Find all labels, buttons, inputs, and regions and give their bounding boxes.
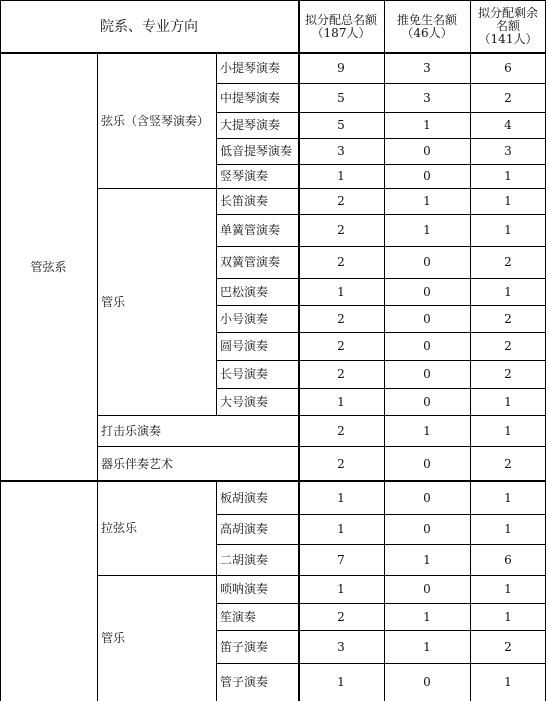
- major-cell: 圆号演奏: [220, 339, 269, 353]
- total-cell: 3: [337, 144, 345, 158]
- row-border: [216, 164, 546, 165]
- column-border: [384, 0, 385, 701]
- group-cell: 拉弦乐: [101, 521, 138, 535]
- header-exempt-line-1: 推免生名额: [396, 12, 457, 27]
- exempt-cell: 1: [423, 552, 431, 567]
- row-border: [0, 0, 546, 1]
- remain-cell: 2: [504, 639, 512, 654]
- total-cell: 2: [337, 367, 345, 381]
- header-exempt: [384, 0, 470, 53]
- remain-cell: 1: [504, 423, 512, 438]
- total-cell: 2: [337, 223, 345, 237]
- major-cell: 大提琴演奏: [220, 118, 281, 132]
- remain-cell: 1: [504, 582, 512, 596]
- row-border: [0, 480, 546, 482]
- exempt-cell: 1: [423, 423, 431, 438]
- remain-cell: 1: [504, 522, 512, 536]
- row-border: [216, 246, 546, 247]
- row-border: [216, 663, 546, 664]
- remain-cell: 1: [504, 490, 512, 505]
- column-border: [97, 53, 98, 701]
- header-remain-line-2: 名额: [495, 19, 520, 33]
- row-border: [97, 446, 546, 447]
- group-cell: 管乐: [101, 294, 126, 309]
- remain-cell: 1: [504, 675, 512, 689]
- major-cell: 长号演奏: [220, 367, 269, 381]
- total-cell: 2: [337, 311, 345, 326]
- row-border: [97, 188, 546, 189]
- exempt-cell: 0: [423, 367, 431, 381]
- major-cell: 板胡演奏: [220, 490, 269, 505]
- major-cell: 双簧管演奏: [220, 255, 281, 269]
- major-cell: 大号演奏: [220, 394, 269, 409]
- total-cell: 9: [337, 61, 345, 75]
- row-border: [216, 360, 546, 361]
- total-cell: 1: [337, 394, 345, 409]
- header-dept: 院系、专业方向: [100, 18, 198, 35]
- exempt-cell: 1: [423, 609, 431, 624]
- major-cell: 笛子演奏: [220, 639, 269, 654]
- major-cell: 笙演奏: [220, 609, 257, 624]
- remain-cell: 4: [504, 118, 512, 132]
- group-cell: 管乐: [101, 631, 126, 645]
- remain-cell: 1: [504, 194, 512, 208]
- exempt-cell: 0: [423, 339, 431, 353]
- row-border: [216, 544, 546, 545]
- column-border: [216, 53, 217, 415]
- header-remain-line-1: 拟分配剩余: [477, 6, 538, 20]
- major-cell: 低音提琴演奏: [220, 144, 293, 158]
- remain-cell: 1: [504, 394, 512, 409]
- exempt-cell: 0: [423, 394, 431, 409]
- remain-cell: 1: [504, 169, 512, 183]
- exempt-cell: 0: [423, 284, 431, 299]
- department-cell: 管弦系: [30, 260, 67, 274]
- row-border: [97, 415, 546, 416]
- exempt-cell: 1: [423, 639, 431, 654]
- header-total-line-1: 拟分配总名额: [304, 12, 377, 27]
- major-cell: 二胡演奏: [220, 552, 269, 567]
- remain-cell: 6: [504, 61, 512, 75]
- exempt-cell: 0: [423, 311, 431, 326]
- total-cell: 1: [337, 522, 345, 536]
- remain-cell: 2: [504, 456, 512, 471]
- group-cell: 器乐伴奏艺术: [101, 456, 174, 471]
- row-border: [0, 52, 546, 54]
- total-cell: 2: [337, 423, 345, 438]
- row-border: [216, 214, 546, 215]
- exempt-cell: 3: [423, 90, 431, 105]
- header-remain-line-3: （141人）: [478, 32, 538, 46]
- remain-cell: 2: [504, 255, 512, 269]
- major-cell: 中提琴演奏: [220, 90, 281, 105]
- total-cell: 2: [337, 456, 345, 471]
- remain-cell: 2: [504, 339, 512, 353]
- header-remain: [470, 0, 546, 53]
- total-cell: 1: [337, 169, 345, 183]
- major-cell: 单簧管演奏: [220, 223, 281, 237]
- exempt-cell: 0: [423, 169, 431, 183]
- total-cell: 1: [337, 284, 345, 299]
- exempt-cell: 1: [423, 194, 431, 208]
- row-border: [216, 278, 546, 279]
- major-cell: 长笛演奏: [220, 194, 269, 208]
- remain-cell: 2: [504, 90, 512, 105]
- remain-cell: 2: [504, 367, 512, 381]
- row-border: [216, 112, 546, 113]
- exempt-cell: 1: [423, 223, 431, 237]
- department-cell: [0, 481, 97, 701]
- remain-cell: 1: [504, 223, 512, 237]
- row-border: [216, 83, 546, 84]
- total-cell: 7: [337, 552, 345, 567]
- header-exempt-line-2: （46人）: [401, 25, 453, 40]
- total-cell: 1: [337, 675, 345, 689]
- exempt-cell: 0: [423, 675, 431, 689]
- exempt-cell: 0: [423, 522, 431, 536]
- exempt-cell: 1: [423, 118, 431, 132]
- total-cell: 1: [337, 490, 345, 505]
- remain-cell: 6: [504, 552, 512, 567]
- header-total: [298, 0, 384, 53]
- total-cell: 2: [337, 609, 345, 624]
- exempt-cell: 0: [423, 255, 431, 269]
- exempt-cell: 0: [423, 144, 431, 158]
- total-cell: 5: [337, 118, 345, 132]
- major-cell: 管子演奏: [220, 675, 269, 689]
- row-border: [216, 305, 546, 306]
- major-cell: 小提琴演奏: [220, 61, 281, 75]
- major-cell: 竖琴演奏: [220, 169, 269, 183]
- header-total-line-2: （187人）: [311, 25, 371, 40]
- remain-cell: 1: [504, 609, 512, 624]
- row-border: [216, 332, 546, 333]
- remain-cell: 2: [504, 311, 512, 326]
- major-cell: 唢呐演奏: [220, 582, 269, 596]
- remain-cell: 1: [504, 284, 512, 299]
- group-cell: 弦乐（含竖琴演奏）: [101, 113, 210, 128]
- remain-cell: 3: [504, 144, 512, 158]
- major-cell: 高胡演奏: [220, 522, 269, 536]
- total-cell: 3: [337, 639, 345, 654]
- major-cell: 巴松演奏: [220, 284, 269, 299]
- row-border: [216, 388, 546, 389]
- row-border: [97, 575, 546, 576]
- column-border: [216, 481, 217, 701]
- row-border: [216, 514, 546, 515]
- row-border: [216, 138, 546, 139]
- exempt-cell: 0: [423, 490, 431, 505]
- row-border: [216, 630, 546, 631]
- total-cell: 2: [337, 255, 345, 269]
- column-border: [298, 0, 300, 701]
- total-cell: 2: [337, 339, 345, 353]
- column-border: [470, 0, 471, 701]
- group-cell: 打击乐演奏: [101, 423, 162, 438]
- exempt-cell: 3: [423, 61, 431, 75]
- major-cell: 小号演奏: [220, 311, 269, 326]
- row-border: [216, 603, 546, 604]
- total-cell: 2: [337, 194, 345, 208]
- column-border: [0, 0, 1, 701]
- total-cell: 5: [337, 90, 345, 105]
- exempt-cell: 0: [423, 456, 431, 471]
- exempt-cell: 0: [423, 582, 431, 596]
- total-cell: 1: [337, 582, 345, 596]
